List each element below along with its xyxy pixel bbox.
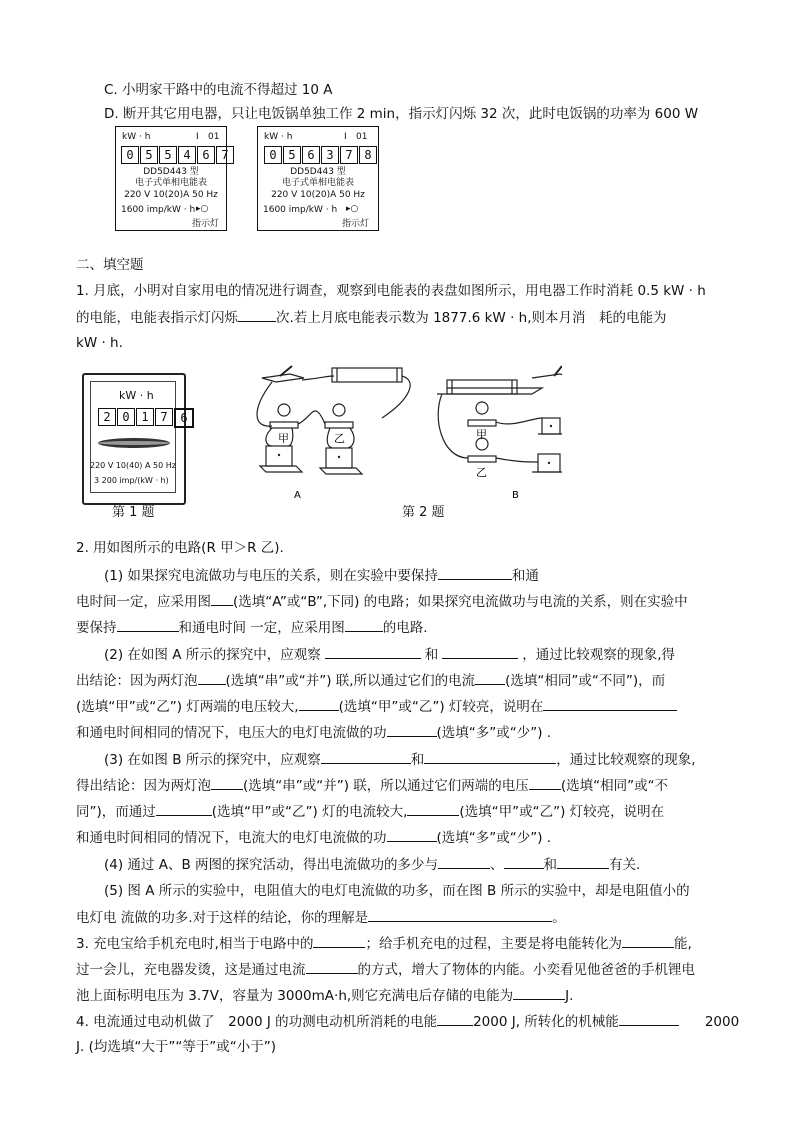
q2-p3-line2: 得出结论：因为两灯泡 (选填“串”或“并”) 联，所以通过它们两端的电压 (选填“相同”或“不 [76, 775, 668, 796]
answer-blank[interactable] [475, 670, 505, 685]
answer-blank[interactable] [299, 696, 339, 711]
q2-p1-line1: (1) 如果探究电流做功与电压的关系，则在实验中要保持 和通 [104, 565, 539, 586]
answer-blank[interactable] [211, 775, 243, 790]
digit: 4 [178, 146, 196, 164]
fig1-unit: kW · h [119, 389, 154, 402]
fig1-imp: 3 200 imp/(kW · h) [94, 476, 169, 485]
q3-line1: 3. 充电宝给手机充电时,相当于电路中的 ；给手机充电的过程，主要是将电能转化为 能, [76, 933, 692, 954]
digit: 0 [121, 146, 139, 164]
answer-blank[interactable] [198, 670, 226, 685]
q4-line2: J. (均选填“大于”“等于”或“小于”) [76, 1039, 277, 1055]
meter-phase: I [344, 132, 347, 142]
q2-p2-line1: (2) 在如图 A 所示的探究中，应观察 和 ，通过比较观察的现象,得 [104, 644, 675, 665]
q2-p5-line2: 电灯电 流做的功多.对于这样的结论，你的理解是 。 [76, 907, 566, 928]
digit: 7 [216, 146, 234, 164]
answer-blank[interactable] [321, 749, 411, 764]
answer-blank[interactable] [345, 617, 383, 632]
meter-unit: kW · h [122, 132, 151, 142]
fig1-meter [82, 373, 186, 505]
answer-blank[interactable] [543, 696, 677, 711]
answer-blank[interactable] [529, 775, 561, 790]
q2-p1-line2: 电时间一定，应采用图 (选填“A”或“B”,下同) 的电路；如果探究电流做功与电流的关系，则在实验中 [76, 591, 688, 612]
q3-line3: 池上面标明电压为 3.7V，容量为 3000mA·h,则它充满电后存储的电能为 J. [76, 985, 573, 1006]
q2-p3-line4: 和通电时间相同的情况下，电流大的电灯电流做的功 (选填“多”或“少”) . [76, 827, 551, 848]
indicator-label: 指示灯 [192, 219, 220, 229]
meter-imp: 1600 imp/kW · h [121, 205, 196, 215]
answer-blank[interactable] [306, 959, 358, 974]
q2-p4: (4) 通过 A、B 两图的探究活动，得出电流做功的多少与 、 和 有关. [104, 854, 640, 875]
bulb-label-jia: 甲 [476, 428, 487, 441]
indicator-label: 指示灯 [342, 219, 370, 229]
meter-digits [121, 146, 235, 164]
answer-blank[interactable] [437, 1011, 473, 1026]
q3-line2: 过一会儿，充电器发烫，这是通过电流 的方式，增大了物体的内能。小奕看见他爸爸的手机锂电 [76, 959, 695, 980]
answer-blank[interactable] [438, 854, 490, 869]
indicator-light-icon: ▸○ [196, 204, 209, 214]
answer-blank[interactable] [313, 933, 365, 948]
electric-meter-right [257, 126, 379, 231]
meter-model: DD5D443 型 [143, 167, 199, 177]
digit: 7 [340, 146, 358, 164]
q1-line1: 1. 月底，小明对自家用电的情况进行调查，观察到电能表的表盘如图所示，用电器工作时消耗 0.5 kW · h [76, 283, 706, 299]
answer-blank[interactable] [387, 722, 437, 737]
digit: 1 [136, 408, 154, 426]
digit: 5 [140, 146, 158, 164]
digit: 0 [117, 408, 135, 426]
bulb-label-yi: 乙 [334, 432, 345, 445]
option-c: C. 小明家干路中的电流不得超过 10 A [104, 82, 333, 98]
answer-blank[interactable] [387, 827, 437, 842]
q1-line3: kW · h. [76, 335, 123, 351]
answer-blank[interactable] [513, 985, 565, 1000]
answer-blank[interactable] [368, 907, 552, 922]
meter-rating: 220 V 10(20)A 50 Hz [271, 190, 365, 200]
digit: 2 [98, 408, 116, 426]
q1-line2: 的电能，电能表指示灯闪烁 次.若上月底电能表示数为 1877.6 kW · h,则本月消 耗的电能为 [76, 307, 667, 328]
q2-p3-line1: (3) 在如图 B 所示的探究中，应观察 和 ，通过比较观察的现象, [104, 749, 696, 770]
answer-blank[interactable] [622, 933, 674, 948]
q2-p2-line3: (选填“甲”或“乙”) 灯两端的电压较大, (选填“甲”或“乙”) 灯较亮，说明在 [76, 696, 677, 717]
circuit-label-a: A [294, 490, 301, 501]
digit: 3 [321, 146, 339, 164]
digit: 5 [159, 146, 177, 164]
digit: 7 [155, 408, 173, 426]
fig2-caption: 第 2 题 [402, 505, 445, 520]
q2-p1-line3: 要保持 和通电时间 一定，应采用图 的电路. [76, 617, 428, 638]
answer-blank[interactable] [438, 565, 512, 580]
q2-title: 2. 用如图所示的电路(R 甲＞R 乙). [76, 540, 284, 556]
meter-desc: 电子式单相电能表 [134, 178, 207, 188]
option-d: D. 断开其它用电器，只让电饭锅单独工作 2 min，指示灯闪烁 32 次，此时电饭锅的功率为 600 W [104, 106, 699, 122]
fig1-caption: 第 1 题 [112, 505, 155, 520]
answer-blank[interactable] [504, 854, 544, 869]
digit: 5 [283, 146, 301, 164]
circuit-label-b: B [512, 490, 519, 501]
answer-blank[interactable] [238, 307, 276, 322]
meter-digits [264, 146, 378, 164]
answer-blank[interactable] [156, 801, 212, 816]
answer-blank[interactable] [424, 749, 556, 764]
fig1-rating: 220 V 10(40) A 50 Hz [90, 461, 176, 470]
answer-blank[interactable] [325, 644, 421, 659]
q2-p3-line3: 同”)，而通过 (选填“甲”或“乙”) 灯的电流较大, (选填“甲”或“乙”) 灯较亮，说明在 [76, 801, 664, 822]
digit: 0 [264, 146, 282, 164]
fig2-circuit-diagram [242, 358, 562, 508]
meter-desc: 电子式单相电能表 [281, 178, 354, 188]
section-title: 二、填空题 [76, 257, 144, 273]
digit: 8 [359, 146, 377, 164]
q2-p2-line4: 和通电时间相同的情况下，电压大的电灯电流做的功 (选填“多”或“少”) . [76, 722, 551, 743]
bulb-label-yi: 乙 [476, 466, 487, 479]
q2-p2-line2: 出结论：因为两灯泡 (选填“串”或“并”) 联,所以通过它们的电流 (选填“相同”或“不同”)，而 [76, 670, 665, 691]
q4-line1: 4. 电流通过电动机做了 2000 J 的功测电动机所消耗的电能 2000 J, 所转化的机械能 2000 [76, 1011, 739, 1032]
bulb-label-jia: 甲 [278, 432, 289, 445]
disc-icon [94, 433, 174, 453]
meter-unit: kW · h [264, 132, 293, 142]
meter-phase: I [196, 132, 199, 142]
answer-blank[interactable] [211, 591, 233, 606]
answer-blank[interactable] [557, 854, 609, 869]
meter-num: 01 [208, 132, 220, 142]
digit: 6 [174, 408, 194, 428]
answer-blank[interactable] [407, 801, 459, 816]
electric-meter-left [115, 126, 227, 231]
q2-p5-line1: (5) 图 A 所示的实验中，电阻值大的电灯电流做的功多，而在图 B 所示的实验中，却是电阻值小的 [104, 883, 690, 899]
digit: 6 [302, 146, 320, 164]
answer-blank[interactable] [442, 644, 518, 659]
meter-imp: 1600 imp/kW · h [263, 205, 338, 215]
fig1-digits [98, 408, 195, 428]
digit: 6 [197, 146, 215, 164]
indicator-light-icon: ▸○ [346, 204, 359, 214]
answer-blank[interactable] [117, 617, 179, 632]
answer-blank[interactable] [619, 1011, 679, 1026]
meter-model: DD5D443 型 [290, 167, 346, 177]
meter-rating: 220 V 10(20)A 50 Hz [124, 190, 218, 200]
meter-num: 01 [356, 132, 368, 142]
